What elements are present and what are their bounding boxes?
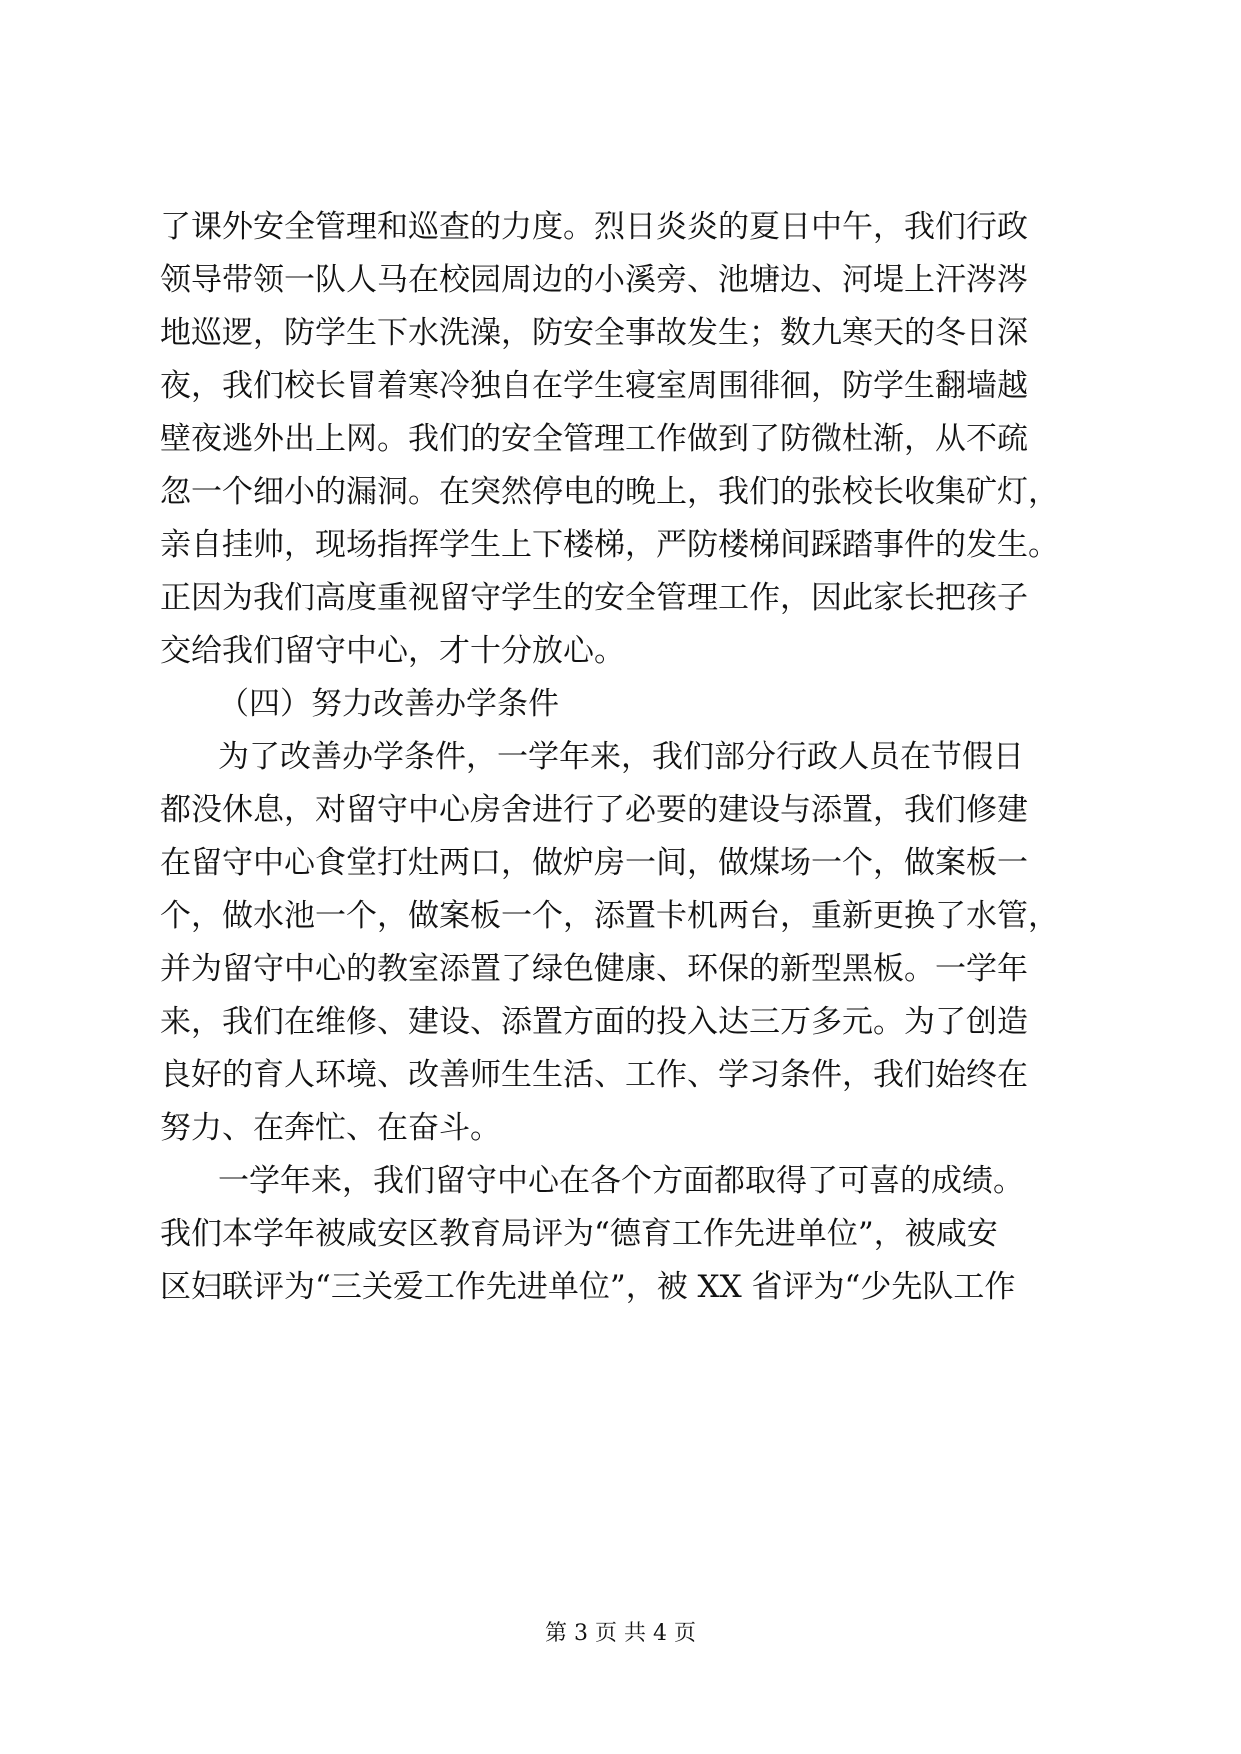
body-text-line: 地巡逻，防学生下水洗澡，防安全事故发生；数九寒天的冬日深	[160, 315, 1028, 351]
body-text-line: 领导带领一队人马在校园周边的小溪旁、池塘边、河堤上汗涔涔	[160, 262, 1028, 298]
body-text-line: 个，做水池一个，做案板一个，添置卡机两台，重新更换了水管，	[160, 898, 1059, 934]
body-text-line: 来，我们在维修、建设、添置方面的投入达三万多元。为了创造	[160, 1004, 1028, 1040]
body-text-line: 在留守中心食堂打灶两口，做炉房一间，做煤场一个，做案板一	[160, 845, 1028, 881]
body-text-line: 夜，我们校长冒着寒冷独自在学生寝室周围徘徊，防学生翻墙越	[160, 368, 1028, 404]
body-text-line: 亲自挂帅，现场指挥学生上下楼梯，严防楼梯间踩踏事件的发生。	[160, 527, 1059, 563]
body-text-line: 并为留守中心的教室添置了绿色健康、环保的新型黑板。一学年	[160, 951, 1028, 987]
page-footer: 第 3 页 共 4 页	[545, 1621, 696, 1646]
body-text-line: 我们本学年被咸安区教育局评为“德育工作先进单位”，被咸安	[160, 1216, 998, 1252]
body-text-line: 交给我们留守中心，才十分放心。	[160, 633, 625, 669]
body-text-line: 了课外安全管理和巡查的力度。烈日炎炎的夏日中午，我们行政	[160, 209, 1028, 245]
body-text-line: 一学年来，我们留守中心在各个方面都取得了可喜的成绩。	[218, 1163, 1024, 1199]
body-text-line: 区妇联评为“三关爱工作先进单位”，被 XX 省评为“少先队工作	[160, 1269, 1016, 1305]
body-text-line: 忽一个细小的漏洞。在突然停电的晚上，我们的张校长收集矿灯，	[160, 474, 1059, 510]
body-text-line: 壁夜逃外出上网。我们的安全管理工作做到了防微杜渐，从不疏	[160, 421, 1028, 457]
body-text-line: 良好的育人环境、改善师生生活、工作、学习条件，我们始终在	[160, 1057, 1028, 1093]
body-text-line: 都没休息，对留守中心房舍进行了必要的建设与添置，我们修建	[160, 792, 1028, 828]
section-heading: （四）努力改善办学条件	[218, 686, 559, 722]
body-text-line: 为了改善办学条件，一学年来，我们部分行政人员在节假日	[218, 739, 1024, 775]
body-text-line: 努力、在奔忙、在奋斗。	[160, 1110, 501, 1146]
body-text-line: 正因为我们高度重视留守学生的安全管理工作，因此家长把孩子	[160, 580, 1028, 616]
